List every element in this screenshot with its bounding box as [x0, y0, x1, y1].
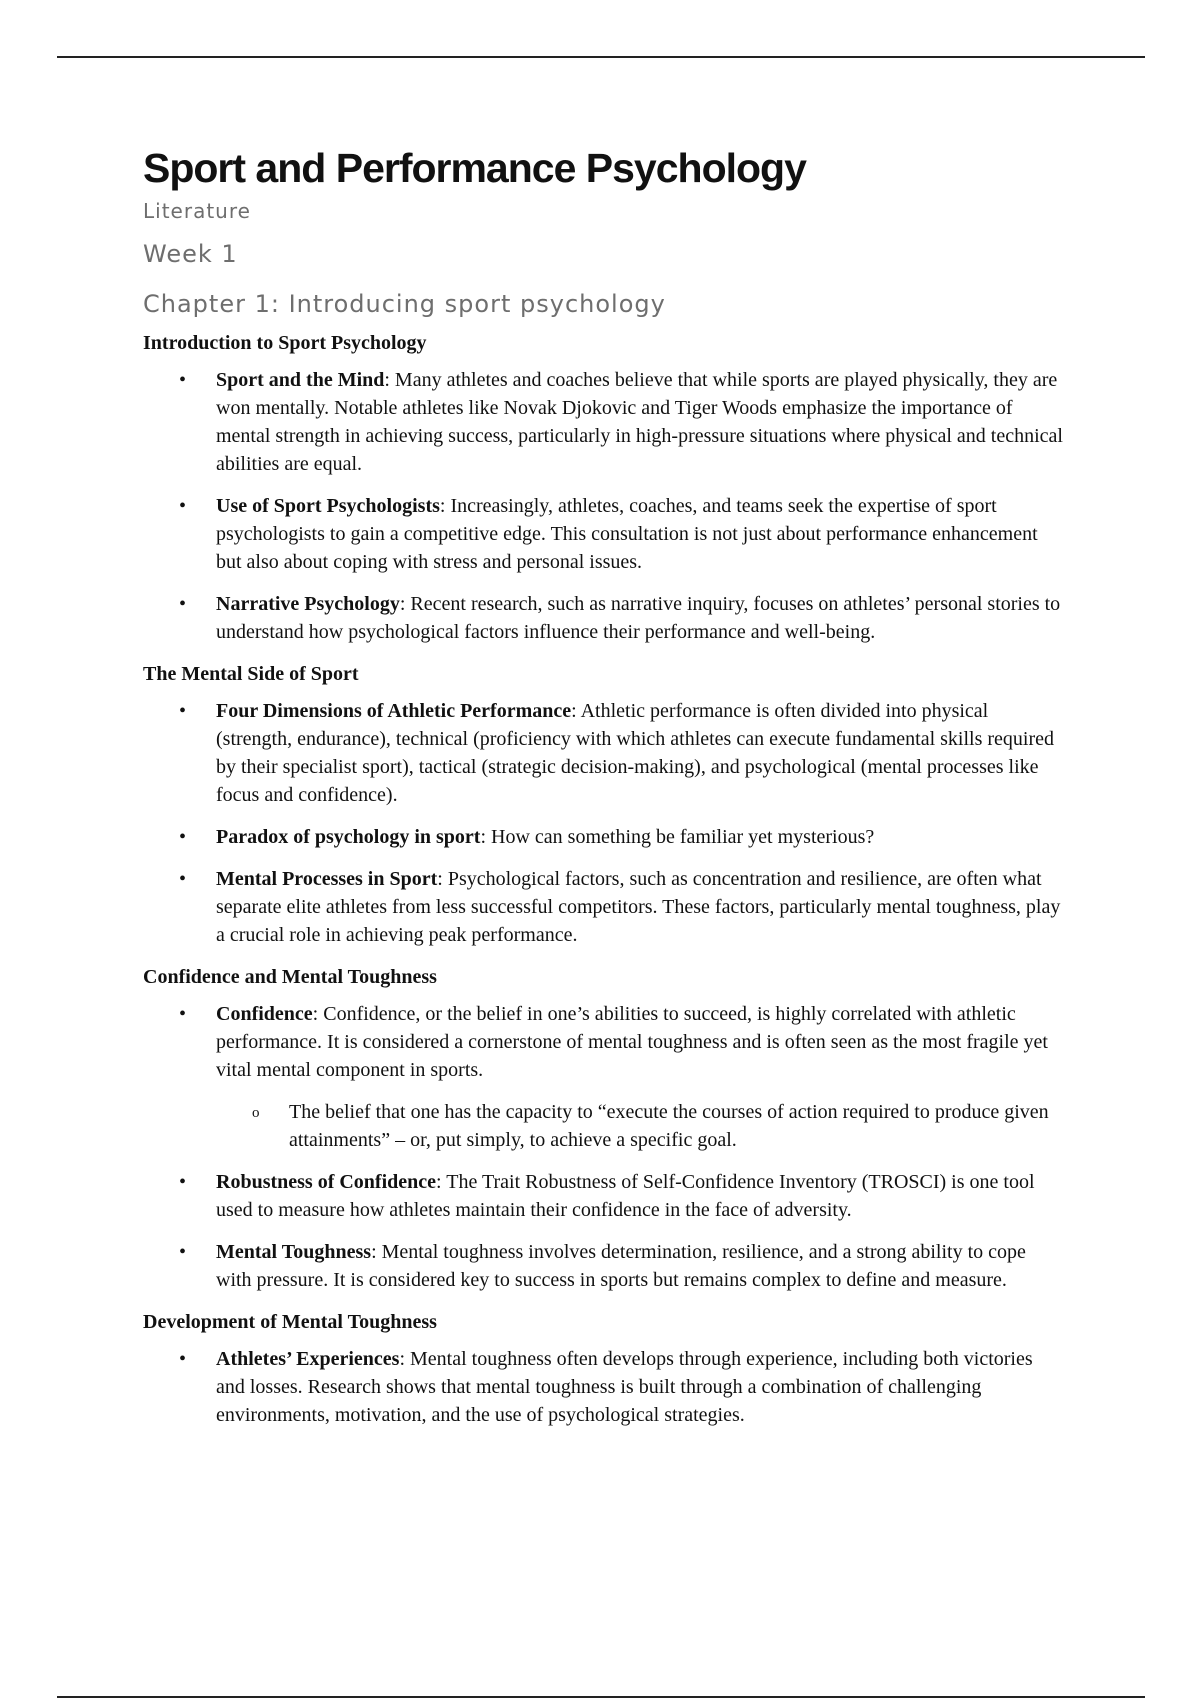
- list-item: [143, 1238, 1063, 1294]
- document-subtitle: Literature: [143, 199, 251, 223]
- section-heading: Introduction to Sport Psychology: [143, 332, 427, 354]
- section-confidence: [143, 963, 1063, 1294]
- item-text: : Increasingly, athletes, coaches, and teams seek the expertise of sport psychologists to gain a competitive edge. This consultation is not just about performance enhancement but also about coping with stress and personal issues.: [216, 495, 1038, 573]
- bullet-list: [143, 1000, 1063, 1294]
- item-text: : Athletic performance is often divided into physical (strength, endurance), technical (proficiency with which athletes can execute fundamental skills required by their specialist sport), tactical (strategic decision-making), and psychological (mental processes like focus and confidence).: [216, 700, 1054, 806]
- document-title: Sport and Performance Psychology: [143, 145, 806, 191]
- item-term: Use of Sport Psychologists: [216, 495, 440, 517]
- list-item: [143, 697, 1063, 809]
- section-mental-side: [143, 660, 1063, 949]
- list-item: [143, 492, 1063, 576]
- bullet-list: [143, 366, 1063, 646]
- list-item: [143, 590, 1063, 646]
- section-development: [143, 1308, 1063, 1429]
- item-text: : Psychological factors, such as concentration and resilience, are often what separate elite athletes from less successful competitors. These factors, particularly mental toughness, play a crucial role in achieving peak performance.: [216, 868, 1061, 946]
- week-heading: Week 1: [143, 240, 238, 268]
- list-item: [143, 865, 1063, 949]
- document-body: [143, 144, 1063, 1443]
- list-item: [143, 1168, 1063, 1224]
- list-item: [143, 823, 1063, 851]
- item-term: Four Dimensions of Athletic Performance: [216, 700, 572, 722]
- section-heading: The Mental Side of Sport: [143, 663, 359, 685]
- item-term: Athletes’ Experiences: [216, 1348, 400, 1370]
- list-item: [143, 1345, 1063, 1429]
- item-text: : Recent research, such as narrative inquiry, focuses on athletes’ personal stories to understand how psychological factors influence their performance and well-being.: [216, 593, 1061, 643]
- item-term: Mental Processes in Sport: [216, 868, 438, 890]
- list-item: [143, 366, 1063, 478]
- item-term: Paradox of psychology in sport: [216, 826, 481, 848]
- item-text: : Mental toughness involves determination, resilience, and a strong ability to cope with pressure. It is considered key to success in sports but remains complex to define and measure.: [216, 1241, 1026, 1291]
- item-term: Narrative Psychology: [216, 593, 400, 615]
- section-heading: Confidence and Mental Toughness: [143, 966, 437, 988]
- sub-list-item: o The belief that one has the capacity to “execute the courses of action required to produce given attainments” – or, put simply, to achieve a specific goal.: [216, 1098, 1063, 1154]
- bullet-list: [143, 697, 1063, 949]
- chapter-heading: Chapter 1: Introducing sport psychology: [143, 290, 666, 318]
- item-text: : Confidence, or the belief in one’s abilities to succeed, is highly correlated with athletic performance. It is considered a cornerstone of mental toughness and is often seen as the most fragile yet vital mental component in sports.: [216, 1003, 1048, 1081]
- bottom-rule: [57, 1696, 1145, 1698]
- list-item: [143, 1000, 1063, 1154]
- item-term: Mental Toughness: [216, 1241, 372, 1263]
- bullet-list: [143, 1345, 1063, 1429]
- item-term: Sport and the Mind: [216, 369, 385, 391]
- item-text: : Many athletes and coaches believe that while sports are played physically, they are won mentally. Notable athletes like Novak Djokovic and Tiger Woods emphasize the importance of mental strength in achieving success, particularly in high-pressure situations where physical and technical abilities are equal.: [216, 369, 1063, 475]
- item-text: : How can something be familiar yet mysterious?: [480, 826, 875, 848]
- top-rule: [57, 56, 1145, 58]
- section-heading: Development of Mental Toughness: [143, 1311, 437, 1333]
- item-term: Confidence: [216, 1003, 313, 1025]
- item-text: : The Trait Robustness of Self-Confidence Inventory (TROSCI) is one tool used to measure how athletes maintain their confidence in the face of adversity.: [216, 1171, 1035, 1221]
- item-term: Robustness of Confidence: [216, 1171, 437, 1193]
- section-intro: [143, 329, 1063, 646]
- sub-list: [216, 1098, 1063, 1154]
- item-text: : Mental toughness often develops through experience, including both victories and losses. Research shows that mental toughness is built through a combination of challenging environments, motivation, and the use of psychological strategies.: [216, 1348, 1033, 1426]
